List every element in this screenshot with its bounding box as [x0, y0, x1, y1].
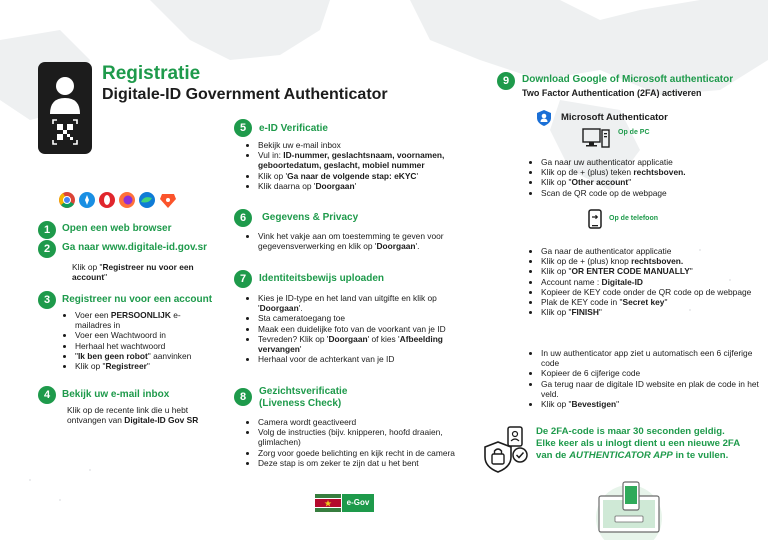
list-item: • Ga terug naar de digitale ID website en plak de code in het veld. [541, 379, 760, 399]
list-item: • Maak een duidelijke foto van de voorkant van je ID [258, 324, 477, 334]
step-3-number: 3 [38, 291, 56, 309]
step-5-list [245, 140, 475, 191]
list-item: • Voer een PERSOONLIJK e-mailadres in [75, 310, 212, 330]
list-item: • In uw authenticator app ziet u automatisch een 6 cijferige code [541, 348, 760, 368]
step-3-title: Registreer nu voor een account [62, 294, 213, 305]
step-9-number: 9 [497, 72, 515, 90]
list-item: • Kies je ID-type en het land van uitgifte en klik op 'Doorgaan'. [258, 293, 477, 313]
list-item: • Voer een Wachtwoord in [75, 330, 212, 340]
step-5-number: 5 [234, 119, 252, 137]
list-item: • Ga naar de authenticator applicatie [541, 246, 758, 256]
step-5-title: e-ID Verificatie [259, 123, 328, 134]
step-9-subtitle: Two Factor Authentication (2FA) activeren [522, 88, 702, 98]
phone-label: Op de telefoon [609, 215, 658, 222]
list-item: • Scan de QR code op de webpage [541, 188, 758, 198]
ms-app-name: Microsoft Authenticator [561, 112, 668, 123]
phone-icon [588, 209, 602, 229]
step-6-list [245, 231, 470, 251]
step-8-number: 8 [234, 388, 252, 406]
pc-label: Op de PC [618, 129, 650, 136]
edge-icon [139, 192, 155, 208]
list-item: • Bekijk uw e-mail inbox [258, 140, 475, 150]
step-2-text: Klik op "Registreer nu voor een account" [72, 262, 194, 283]
2fa-validity-note: De 2FA-code is maar 30 seconden geldig. Elke keer als u inlogt dient u een nieuwe 2FA van de AUTHENTICATOR APP in te vullen. [536, 426, 740, 461]
step-6-number: 6 [234, 209, 252, 227]
opera-icon [99, 192, 115, 208]
list-item: • Klik op "OR ENTER CODE MANUALLY" [541, 266, 758, 276]
list-item: • Volg de instructies (bijv. knipperen, hoofd draaien, glimlachen) [258, 427, 477, 447]
step-4-text: Klik op de recente link die u hebt ontvangen van Digitale-ID Gov SR [67, 405, 199, 426]
step-2-title: Ga naar www.digitale-id.gov.sr [62, 242, 208, 253]
list-item: • Camera wordt geactiveerd [258, 417, 477, 427]
step-1-title: Open een web browser [62, 223, 172, 234]
final-steps-list [528, 348, 760, 409]
list-item: • Klik daarna op 'Doorgaan' [258, 181, 475, 191]
list-item: • Vul in: ID-nummer, geslachtsnaam, voornamen, geboortedatum, geslacht, mobiel nummer [258, 150, 475, 170]
step-7-number: 7 [234, 270, 252, 288]
list-item: • Vink het vakje aan om toestemming te geven voor gegevensverwerking en klik op 'Doorgaan'. [258, 231, 470, 251]
step-8-title: Gezichtsverificatie (Liveness Check) [259, 386, 348, 409]
list-item: • Klik op "Other account" [541, 177, 758, 187]
list-item: • Kopieer de 6 cijferige code [541, 368, 760, 378]
list-item: • Klik op de + (plus) teken rechtsboven. [541, 167, 758, 177]
step-9-title: Download Google of Microsoft authenticator [522, 74, 734, 85]
step-7-title: Identiteitsbewijs uploaden [259, 273, 385, 284]
list-item: • Klik op 'Ga naar de volgende stap: eKYC' [258, 171, 475, 181]
step-2-number: 2 [38, 240, 56, 258]
page-subtitle: Digitale-ID Government Authenticator [102, 86, 388, 103]
list-item: • "Ik ben geen robot" aanvinken [75, 351, 212, 361]
security-lock-icon [482, 425, 530, 473]
list-item: • Klik op "FINISH" [541, 307, 758, 317]
list-item: • Klik op "Registreer" [75, 361, 212, 371]
list-item: • Herhaal voor de achterkant van je ID [258, 354, 477, 364]
step-4-number: 4 [38, 386, 56, 404]
brave-icon [160, 194, 176, 208]
list-item: • Tevreden? Klik op 'Doorgaan' of kies 'Afbeelding vervangen' [258, 334, 477, 354]
step-1-number: 1 [38, 221, 56, 239]
firefox-icon [119, 192, 135, 208]
list-item: • Klik op "Bevestigen" [541, 399, 760, 409]
step-8-list [245, 417, 477, 468]
list-item: • Zorg voor goede belichting en kijk recht in de camera [258, 448, 477, 458]
list-item: • Sta cameratoegang toe [258, 313, 477, 323]
list-item: • Klik op de + (plus) knop rechtsboven. [541, 256, 758, 266]
step-6-title: Gegevens & Privacy [262, 212, 359, 223]
egov-badge: e-Gov [342, 494, 374, 512]
step-4-title: Bekijk uw e-mail inbox [62, 389, 170, 400]
phone-steps-list [528, 246, 758, 317]
list-item: • Account name : Digitale-ID [541, 277, 758, 287]
pc-icon [582, 127, 610, 149]
list-item: • Ga naar uw authenticator applicatie [541, 157, 758, 167]
microsoft-authenticator-icon [537, 110, 551, 126]
step-7-list [245, 293, 477, 364]
authenticator-illustration [583, 478, 675, 540]
list-item: • Kopieer de KEY code onder de QR code op de webpage [541, 287, 758, 297]
pc-steps-list [528, 157, 758, 198]
list-item: • Deze stap is om zeker te zijn dat u het bent [258, 458, 477, 468]
suriname-flag-icon [315, 494, 341, 512]
step-3-list [62, 310, 212, 371]
list-item: • Plak de KEY code in "Secret key" [541, 297, 758, 307]
page-title: Registratie [102, 63, 201, 84]
id-card-icon [38, 62, 92, 154]
safari-icon [79, 192, 95, 208]
chrome-icon [59, 192, 75, 208]
browser-icons [58, 191, 188, 209]
list-item: • Herhaal het wachtwoord [75, 341, 212, 351]
